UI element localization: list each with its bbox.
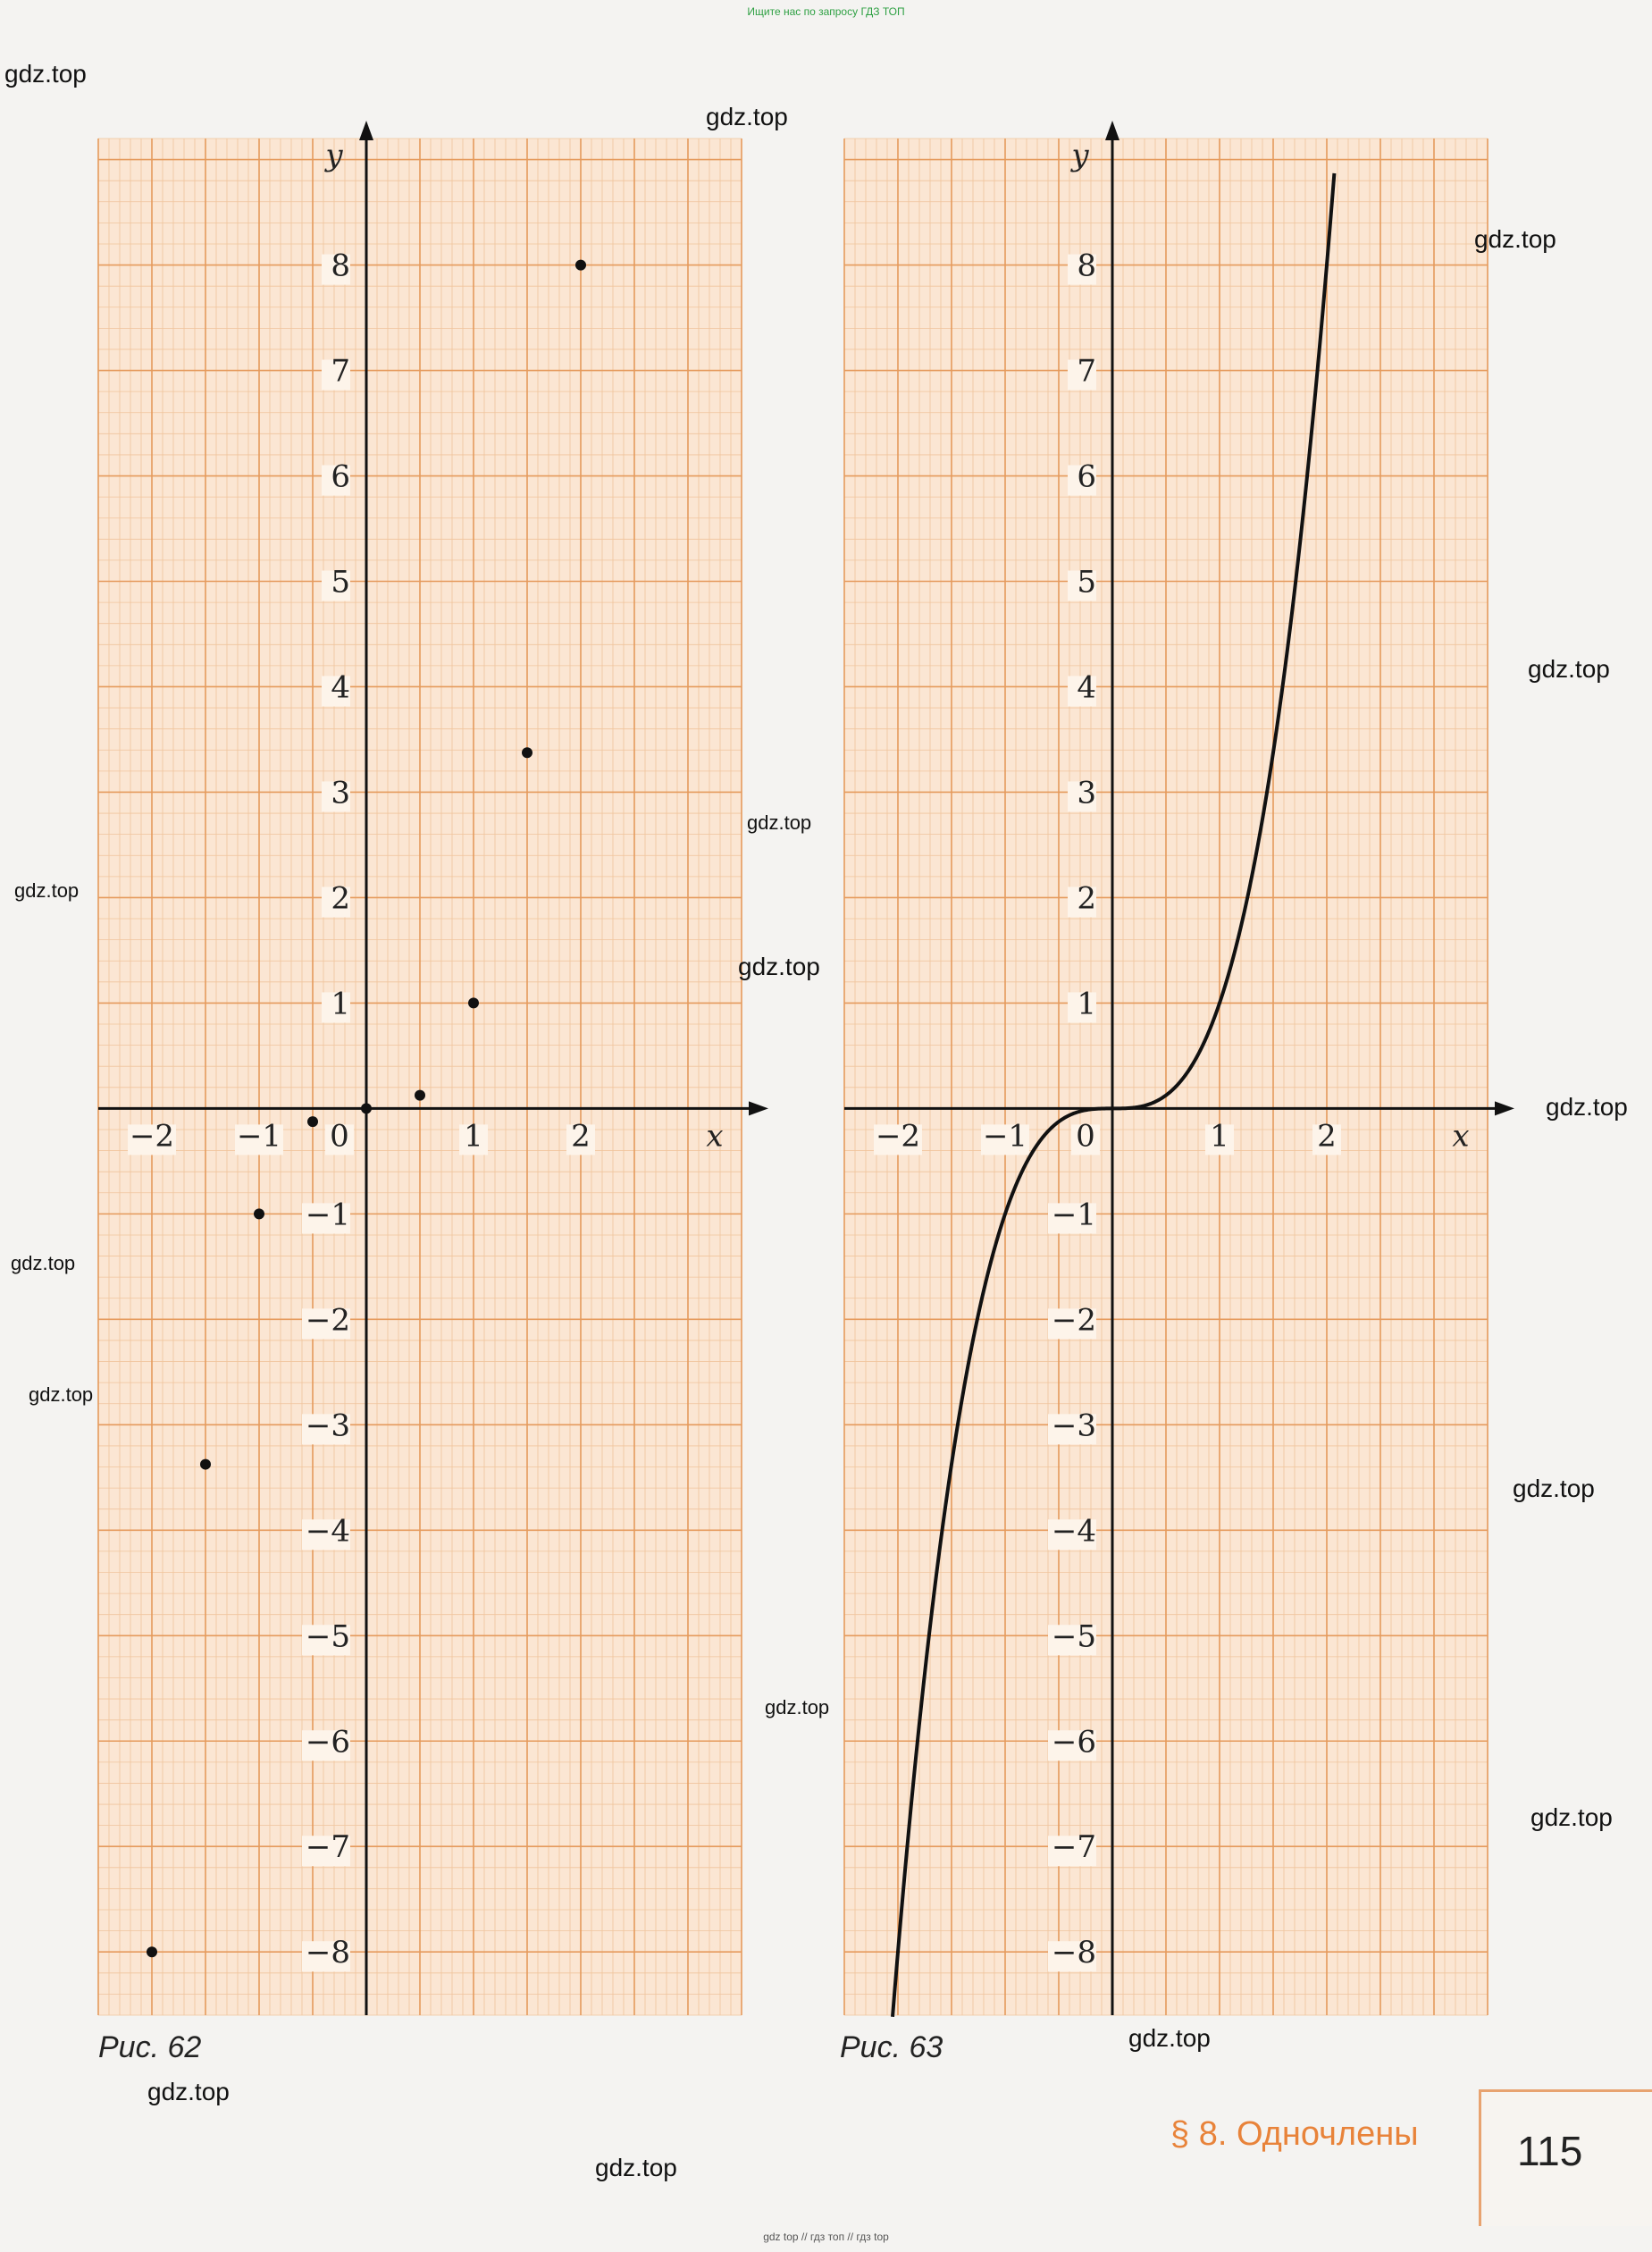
watermark: gdz.top [11, 1252, 76, 1274]
y-tick-label: 8 [331, 248, 350, 284]
y-tick-label: 5 [331, 564, 350, 601]
x-axis-label: x [1452, 1118, 1470, 1155]
y-tick-label: −3 [305, 1408, 350, 1444]
y-tick-label: −8 [305, 1935, 350, 1971]
section-title: § 8. Одночлены [1170, 2115, 1419, 2153]
x-tick-label: −1 [236, 1118, 282, 1155]
x-axis-label: x [706, 1118, 724, 1155]
x-tick-label: 2 [571, 1118, 591, 1155]
watermark: gdz.top [1528, 655, 1610, 683]
x-tick-label: −2 [129, 1118, 175, 1155]
watermark: gdz.top [1474, 225, 1556, 253]
y-tick-label: −4 [305, 1513, 350, 1550]
data-point [522, 747, 532, 758]
top-banner[interactable]: Ищите нас по запросу ГДЗ ТОП [747, 5, 905, 18]
y-axis-arrow [359, 121, 373, 140]
y-tick-label: 1 [331, 986, 350, 1022]
figure-62-caption: Рис. 62 [98, 2030, 202, 2064]
y-tick-label: −5 [1051, 1618, 1096, 1655]
y-tick-label: 3 [1077, 775, 1096, 811]
y-axis-label: y [325, 138, 343, 173]
x-tick-label: −2 [875, 1118, 921, 1155]
data-point [147, 1946, 157, 1957]
watermark: gdz.top [595, 2154, 677, 2181]
x-tick-label: 2 [1317, 1118, 1337, 1155]
watermark: gdz.top [29, 1383, 94, 1406]
y-tick-label: −5 [305, 1618, 350, 1655]
y-tick-label: −6 [1051, 1724, 1096, 1760]
y-axis-label: y [1071, 138, 1089, 173]
data-point [361, 1103, 372, 1113]
watermark: gdz.top [706, 103, 788, 130]
data-point [307, 1116, 318, 1127]
watermark: gdz.top [765, 1696, 830, 1718]
y-tick-label: 7 [1077, 353, 1096, 390]
y-tick-label: 7 [331, 353, 350, 390]
data-point [254, 1208, 264, 1219]
watermark: gdz.top [14, 879, 80, 902]
y-tick-label: −7 [305, 1829, 350, 1866]
x-axis-arrow [1495, 1101, 1514, 1115]
watermark: gdz.top [1128, 2024, 1211, 2052]
y-tick-label: 6 [331, 458, 350, 495]
x-tick-label-0: 0 [1076, 1118, 1095, 1155]
y-tick-label: −4 [1051, 1513, 1096, 1550]
figure-62-scatter-plot [98, 139, 742, 2015]
y-tick-label: 6 [1077, 458, 1096, 495]
y-tick-label: 4 [331, 669, 350, 706]
watermark: gdz.top [738, 953, 820, 980]
x-axis-arrow [749, 1101, 768, 1115]
y-tick-label: −2 [1051, 1302, 1096, 1339]
y-axis-arrow [1105, 121, 1120, 140]
y-tick-label: −6 [305, 1724, 350, 1760]
data-point [200, 1459, 211, 1470]
watermark: gdz.top [4, 60, 87, 88]
y-tick-label: 8 [1077, 248, 1096, 284]
figure-63-caption: Рис. 63 [840, 2030, 943, 2064]
watermark: gdz.top [1513, 1475, 1595, 1502]
x-tick-label: 1 [464, 1118, 483, 1155]
y-tick-label: −1 [1051, 1197, 1096, 1233]
bottom-banner[interactable]: gdz top // гдз топ // гдз top [763, 2231, 889, 2243]
y-tick-label: −1 [305, 1197, 350, 1233]
watermark: gdz.top [147, 2078, 230, 2105]
x-tick-label-0: 0 [330, 1118, 349, 1155]
y-tick-label: −7 [1051, 1829, 1096, 1866]
y-tick-label: −8 [1051, 1935, 1096, 1971]
y-tick-label: −2 [305, 1302, 350, 1339]
data-point [575, 260, 586, 271]
figure-63-cubic-graph [844, 139, 1488, 2015]
y-tick-label: 5 [1077, 564, 1096, 601]
y-tick-label: 4 [1077, 669, 1096, 706]
watermark: gdz.top [1530, 1803, 1613, 1831]
page-number: 115 [1517, 2128, 1583, 2174]
y-tick-label: 2 [331, 880, 350, 917]
watermark: gdz.top [1546, 1093, 1628, 1121]
data-point [415, 1090, 425, 1101]
y-tick-label: −3 [1051, 1408, 1096, 1444]
data-point [468, 997, 479, 1008]
x-tick-label: −1 [982, 1118, 1028, 1155]
y-tick-label: 1 [1077, 986, 1096, 1022]
y-tick-label: 3 [331, 775, 350, 811]
watermark: gdz.top [747, 811, 812, 834]
y-tick-label: 2 [1077, 880, 1096, 917]
x-tick-label: 1 [1210, 1118, 1229, 1155]
